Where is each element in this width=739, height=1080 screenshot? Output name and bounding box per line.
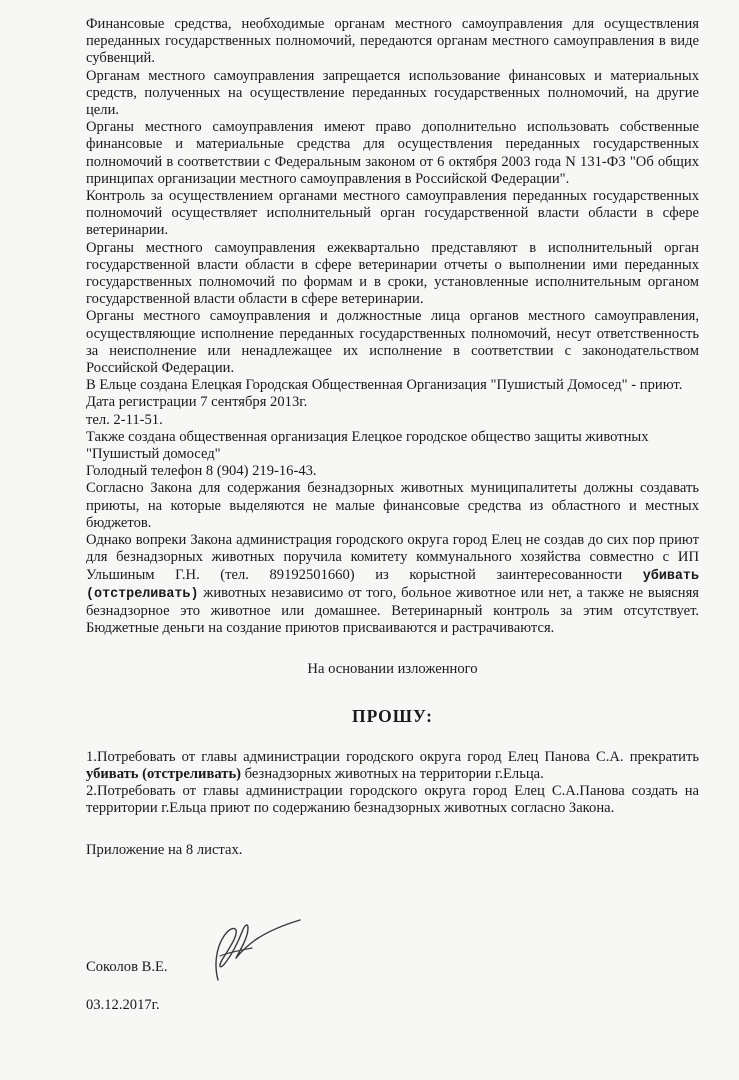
paragraph-control: Контроль за осуществлением органами местного самоуправления переданных государственных полномочий осуществляет исполнительный орган государственной власти области в сфере ветеринарии. <box>86 188 699 239</box>
request1-emphasis: убивать (отстреливать) <box>86 765 242 782</box>
paragraph-second-organization: Также создана общественная организация Елецкое городское общество защиты животных "Пушистый домосед" <box>86 428 649 463</box>
signature-icon <box>190 910 310 990</box>
request1-text-end: безнадзорных животных на территории г.Ельца. <box>241 765 544 782</box>
paragraph-law: Согласно Закона для содержания безнадзорных животных муниципалитеты должны создавать приюты, на которые выделяются не малые финансовые средства из областного и местных бюджетов. <box>86 480 699 531</box>
hotline-phone: Голодный телефон 8 (904) 219-16-43. <box>86 463 317 480</box>
contrary-emphasis: убивать (отстреливать) <box>86 568 699 602</box>
attachment-note: Приложение на 8 листах. <box>86 842 243 859</box>
request-heading: ПРОШУ: <box>351 705 434 726</box>
request1-text-start: 1.Потребовать от главы администрации городского округа город Елец Панова С.А. прекратить <box>86 748 699 765</box>
registration-date: Дата регистрации 7 сентября 2013г. <box>86 394 308 411</box>
basis-line: На основании изложенного <box>307 661 478 678</box>
request-item-1 <box>86 749 699 783</box>
paragraph-contrary <box>86 532 699 637</box>
handwritten-signature <box>190 910 310 990</box>
signer-name: Соколов В.Е. <box>86 959 168 975</box>
contrary-text-start: Однако вопреки Закона администрация городского округа город Елец не создав до сих пор приют для безнадзорных животных поручила комитету коммунального хозяйства совместно с ИП Ульшиным Г.Н. (тел. 89192501660) из корыстной заинтересованности <box>86 532 699 583</box>
request-item-2: 2.Потребовать от главы администрации городского округа город Елец С.А.Панова создать на территории г.Ельца приют по содержанию безнадзорных животных согласно Закона. <box>86 782 699 817</box>
paragraph-organization: В Ельце создана Елецкая Городская Общественная Организация "Пушистый Домосед" - приют. <box>86 377 683 394</box>
paragraph-subventions: Финансовые средства, необходимые органам местного самоуправления для осуществления переданных государственных полномочий, передаются органам местного самоуправления в виде субвенций. <box>86 16 699 67</box>
document-date: 03.12.2017г. <box>86 997 160 1013</box>
paragraph-prohibition: Органам местного самоуправления запрещается использование финансовых и материальных средств, полученных на осуществление переданных государственных полномочий, на другие цели. <box>86 67 699 119</box>
paragraph-responsibility: Органы местного самоуправления и должностные лица органов местного самоуправления, осуществляющие исполнение переданных государственных полномочий, несут ответственность за неисполнение или ненадлежащее их исполнение в соответствии с законодательством Российской Федерации. <box>86 308 699 377</box>
organization-phone: тел. 2-11-51. <box>86 411 163 428</box>
paragraph-own-funds: Органы местного самоуправления имеют право дополнительно использовать собственные финансовые и материальные средства для осуществления переданных государственных полномочий в соответствии с Федеральным законом от 6 октября 2003 года N 131-ФЗ "Об общих принципах организации местного самоуправления в Российской Федерации". <box>86 119 699 187</box>
paragraph-reports: Органы местного самоуправления ежеквартально представляют в исполнительный орган государственной власти области в сфере ветеринарии отчеты о выполнении ими переданных государственных полномочий по формам и в сроки, установленные исполнительным органом государственной власти области в сфере ветеринарии. <box>86 239 699 308</box>
contrary-text-end: животных независимо от того, больное животное или нет, а также не выясняя безнадзорное это животное или домашнее. Ветеринарный контроль за этим отсутствует. Бюджетные деньги на создание приютов присваиваются и растрачиваются. <box>86 584 699 637</box>
